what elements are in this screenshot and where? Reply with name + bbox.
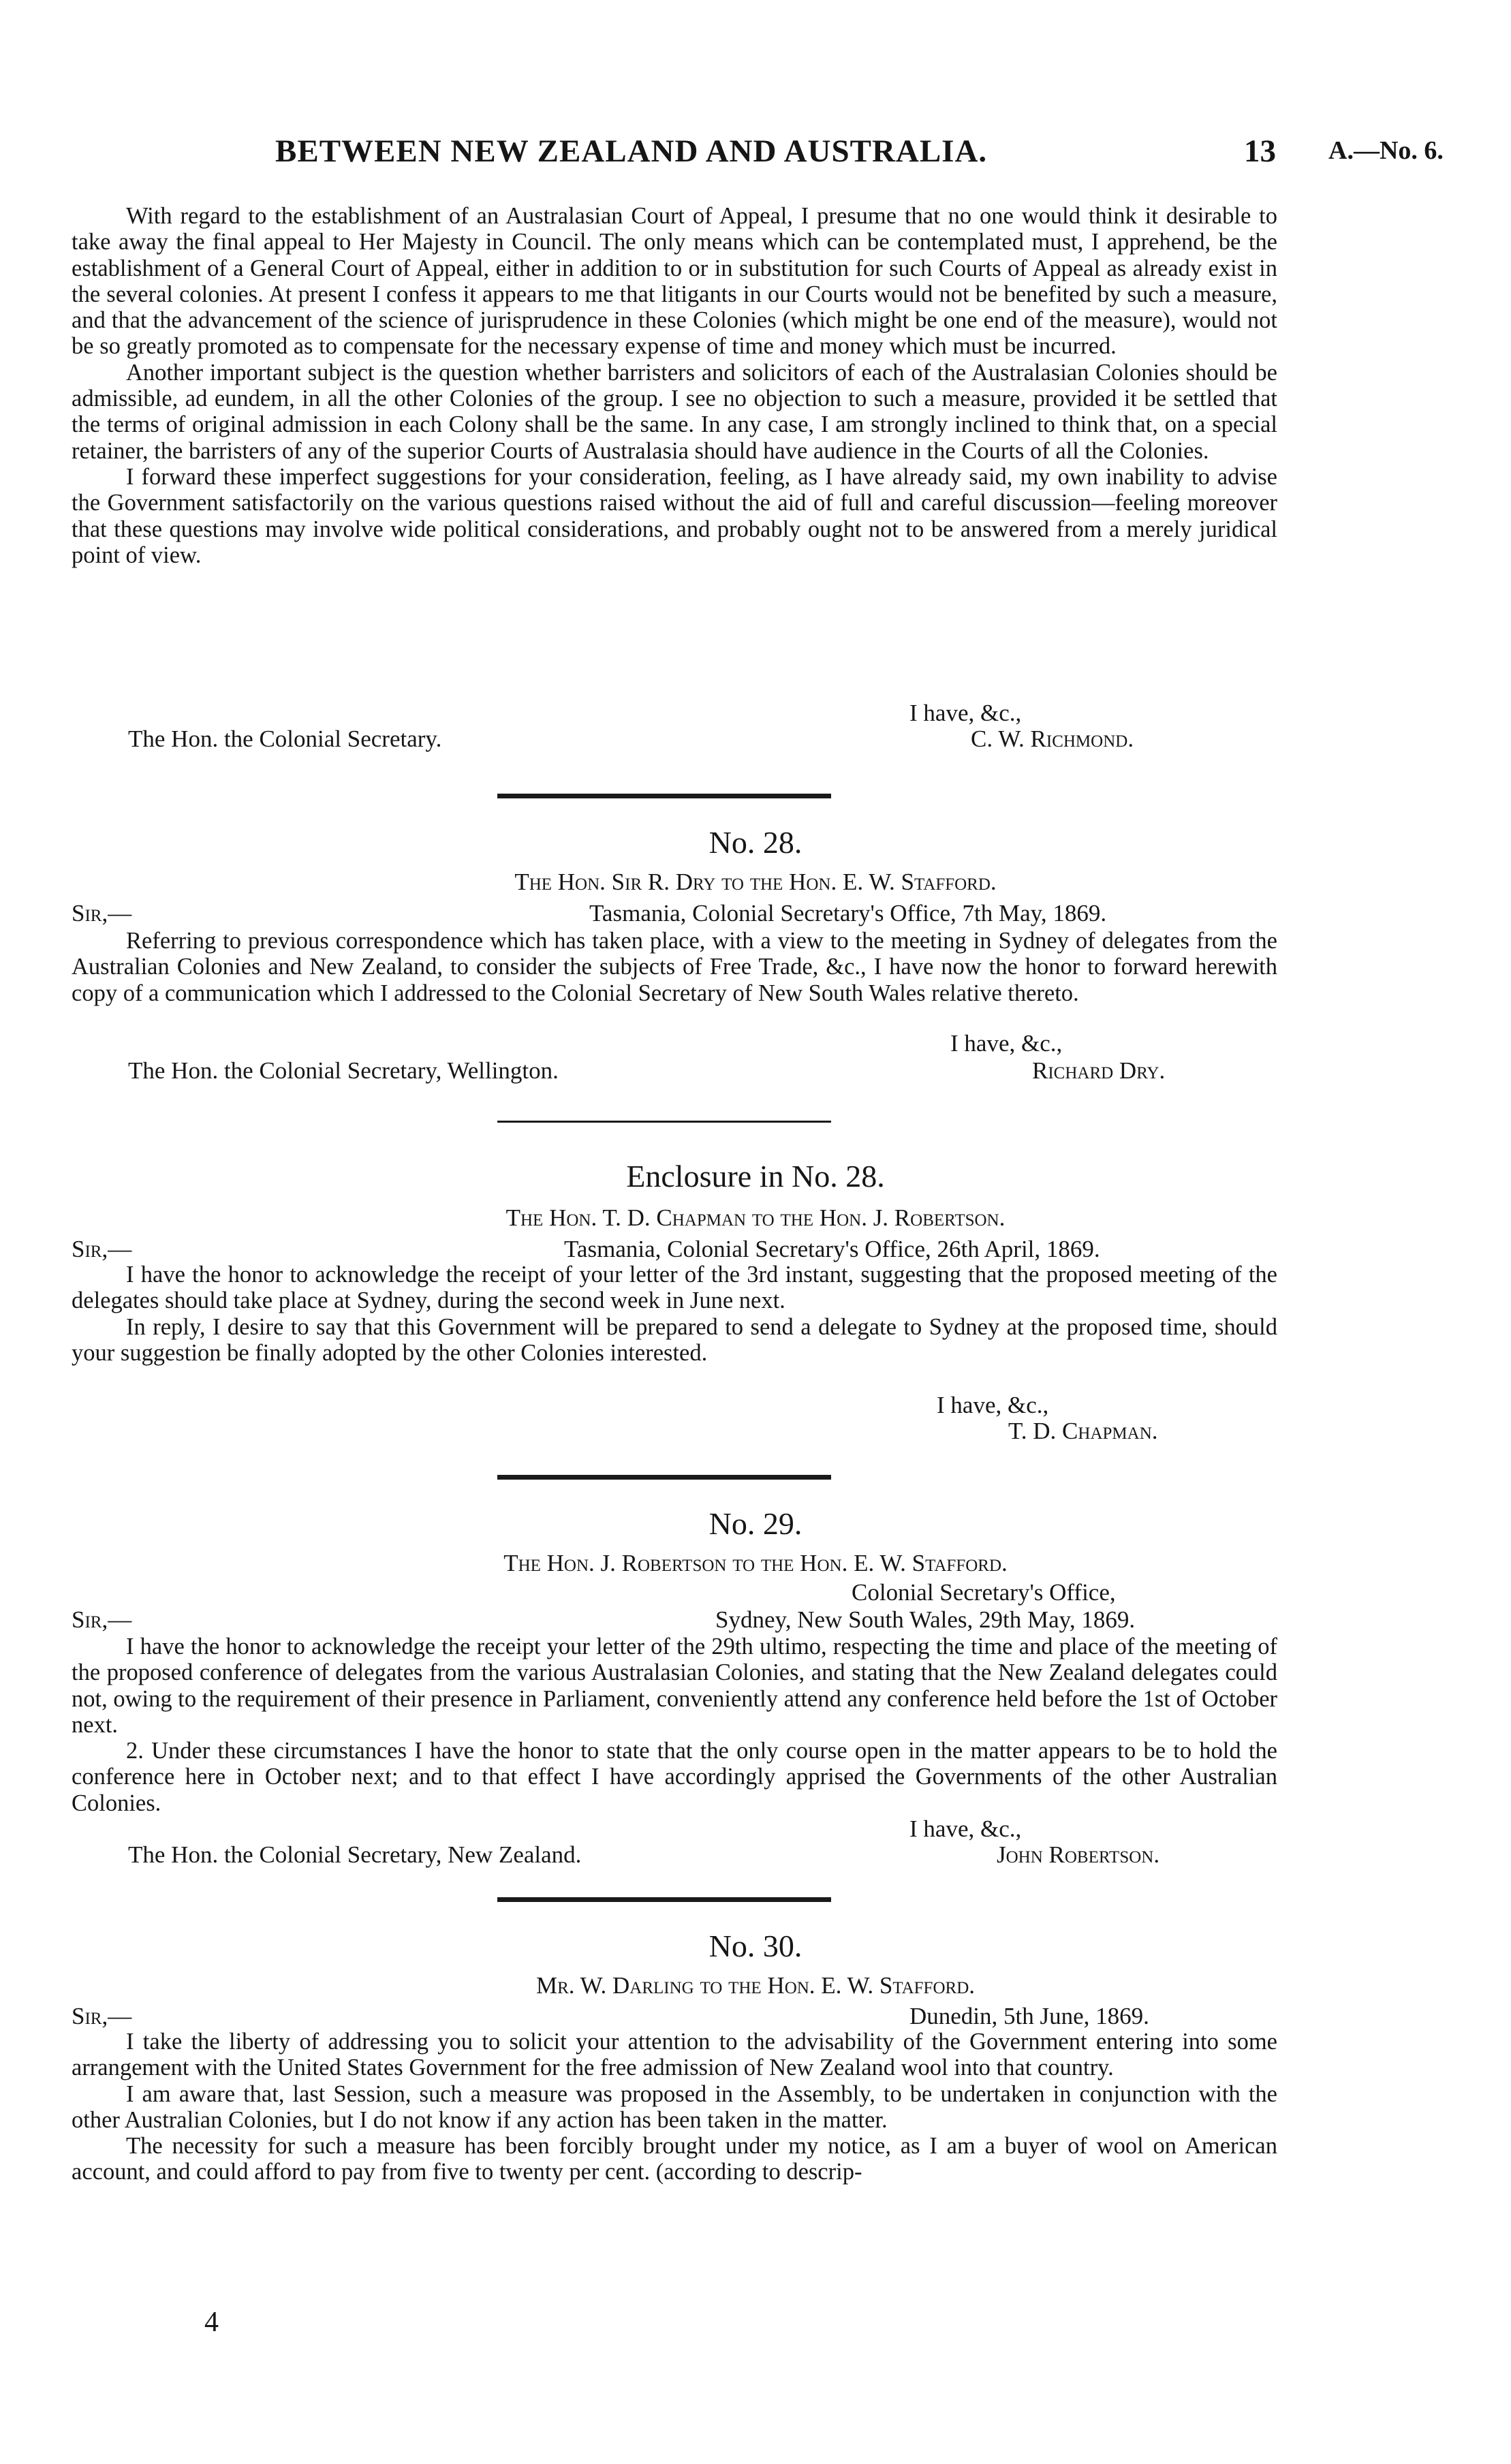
intro-letter-body [72,203,1277,568]
letter-location-date: Tasmania, Colonial Secretary's Office, 26th April, 1869. [564,1236,1100,1262]
paper-reference: A.—No. 6. [1328,136,1444,165]
salutation: Sir,— [72,2003,132,2029]
section-subtitle: The Hon. J. Robertson to the Hon. E. W. Stafford. [503,1550,1008,1576]
signatory: Richard Dry. [1032,1057,1166,1084]
paragraph: I am aware that, last Session, such a measure was proposed in the Assembly, to be undertaken in conjunction with the other Australian Colonies, but I do not know if any action has been taken in the matter. [72,2080,1277,2133]
letter-body [72,1634,1277,1816]
salutation: Sir,— [72,1606,132,1633]
letter-body [72,1262,1277,1366]
signatory: T. D. Chapman. [1008,1418,1158,1444]
paragraph: I take the liberty of addressing you to solicit your attention to the advisability of the Government entering into some arrangement with the United States Government for the free admission of New Zealand wool into that country. [72,2029,1277,2081]
section-title: Enclosure in No. 28. [626,1159,885,1194]
letter-location-line: Colonial Secretary's Office, [852,1579,1116,1606]
letter-location-date: Sydney, New South Wales, 29th May, 1869. [715,1606,1136,1633]
letter-location-date: Dunedin, 5th June, 1869. [909,2003,1149,2029]
section-divider [497,1897,831,1902]
closing: I have, &c., [950,1030,1063,1057]
paragraph: With regard to the establishment of an Australasian Court of Appeal, I presume that no one would think it desirable to take away the final appeal to Her Majesty in Council. The only means which can be contemplated must, I apprehend, be the establishment of a General Court of Appeal, either in addition to or in substitution for such Courts of Appeal as already exist in the several colonies. At present I confess it appears to me that litigants in our Courts would not be benefited by such a measure, and that the advancement of the science of jurisprudence in these Colonies (which might be one end of the measure), would not be so greatly promoted as to compensate for the necessary expense of time and money which must be incurred. [72,203,1277,360]
paragraph: In reply, I desire to say that this Government will be prepared to send a delegate to Sydney at the proposed time, should your suggestion be finally adopted by the other Colonies interested. [72,1313,1277,1366]
closing: I have, &c., [937,1392,1049,1418]
section-divider [497,794,831,798]
signatory: C. W. Richmond. [971,726,1134,752]
section-subtitle: Mr. W. Darling to the Hon. E. W. Stafford. [536,1972,975,1999]
section-divider [497,1475,831,1480]
paragraph: The necessity for such a measure has been forcibly brought under my notice, as I am a buyer of wool on American account, and could afford to pay from five to twenty per cent. (according to descrip- [72,2133,1277,2185]
letter-body [72,2029,1277,2185]
section-title: No. 29. [708,1506,803,1541]
section-subtitle: The Hon. Sir R. Dry to the Hon. E. W. Stafford. [514,869,997,895]
salutation: Sir,— [72,900,132,926]
closing: I have, &c., [909,1815,1022,1842]
paragraph: Referring to previous correspondence which has taken place, with a view to the meeting in Sydney of delegates from the Australian Colonies and New Zealand, to consider the subjects of Free Trade, &c., I have now the honor to forward herewith copy of a communication which I addressed to the Colonial Secretary of New South Wales relative thereto. [72,928,1277,1006]
paragraph: Another important subject is the question whether barristers and solicitors of each of the Australasian Colonies should be admissible, ad eundem, in all the other Colonies of the group. I see no objection to such a measure, provided it be settled that the terms of original admission in each Colony shall be the same. In any case, I am strongly inclined to think that, on a special retainer, the barristers of any of the superior Courts of Australasia should have audience in the Courts of all the Colonies. [72,359,1277,464]
letter-body [72,928,1277,1006]
addressee: The Hon. the Colonial Secretary, New Zealand. [128,1841,582,1868]
paragraph: I forward these imperfect suggestions for your consideration, feeling, as I have already said, my own inability to advise the Government satisfactorily on the various questions raised without the aid of full and careful discussion—feeling moreover that these questions may involve wide political considerations, and probably ought not to be answered from a merely juridical point of view. [72,463,1277,568]
closing: I have, &c., [909,700,1022,726]
page-number: 13 [1244,134,1276,169]
section-title: No. 28. [708,825,803,860]
header-title: BETWEEN NEW ZEALAND AND AUSTRALIA. [275,134,988,169]
running-header [0,133,1511,181]
paragraph: 2. Under these circumstances I have the honor to state that the only course open in the matter appears to be to hold the conference here in October next; and to that effect I have accordingly apprised the Governments of the other Australian Colonies. [72,1738,1277,1816]
paragraph: I have the honor to acknowledge the receipt your letter of the 29th ultimo, respecting the time and place of the meeting of the proposed conference of delegates from the various Australasian Colonies, and stating that the New Zealand delegates could not, owing to the requirement of their presence in Parliament, conveniently attend any conference held before the 1st of October next. [72,1634,1277,1738]
addressee: The Hon. the Colonial Secretary, Wellington. [128,1057,559,1084]
signatory: John Robertson. [997,1841,1160,1868]
letter-location-date: Tasmania, Colonial Secretary's Office, 7th May, 1869. [589,900,1107,926]
paragraph: I have the honor to acknowledge the receipt of your letter of the 3rd instant, suggesting that the proposed meeting of the delegates should take place at Sydney, during the second week in June next. [72,1262,1277,1314]
addressee: The Hon. the Colonial Secretary. [128,726,442,752]
section-title: No. 30. [708,1929,803,1963]
section-divider [497,1121,831,1123]
salutation: Sir,— [72,1236,132,1262]
section-subtitle: The Hon. T. D. Chapman to the Hon. J. Robertson. [505,1204,1006,1231]
signature-mark: 4 [204,2307,219,2338]
